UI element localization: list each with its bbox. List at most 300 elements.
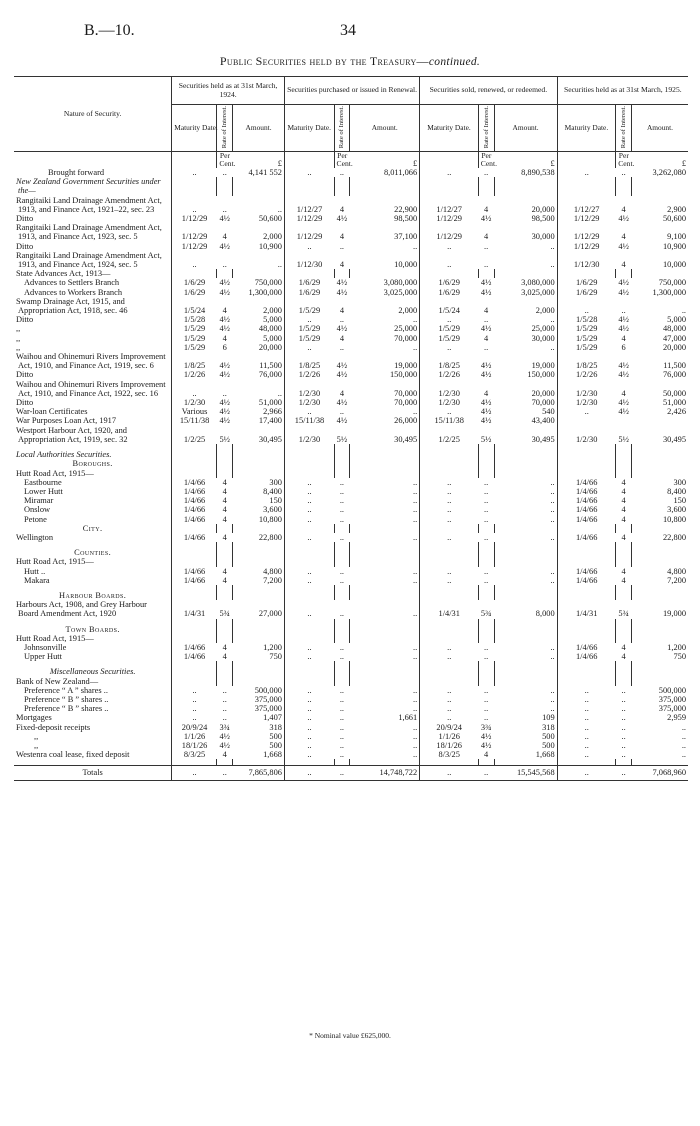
amount-cell: 2,000 — [233, 223, 285, 241]
maturity-date-cell: .. — [307, 486, 312, 496]
group-header-purchased: Securities purchased or issued in Renewal. — [284, 77, 419, 105]
maturity-date-cell: 1/4/66 — [575, 477, 598, 487]
section-row — [14, 548, 688, 557]
rate-cell: 4 — [621, 260, 626, 270]
empty-cell — [350, 677, 420, 686]
empty-cell — [284, 524, 334, 533]
per-cent-unit: Per Cent. — [334, 152, 350, 169]
empty-cell — [233, 524, 285, 533]
maturity-date-cell: .. — [447, 486, 452, 496]
table-row — [14, 478, 688, 487]
empty-cell — [233, 469, 285, 478]
table-caption — [0, 54, 700, 69]
maturity-date-cell: 1/1/26 — [183, 731, 206, 741]
table-row — [14, 278, 688, 287]
section-heading: Town Boards. — [14, 625, 172, 634]
maturity-date-cell: 1/4/66 — [183, 575, 206, 585]
rate-cell: 4½ — [618, 241, 629, 251]
amount-cell: .. — [350, 695, 420, 704]
amount-cell: 30,495 — [233, 426, 285, 444]
empty-cell — [420, 625, 479, 634]
amount-cell: 27,000 — [233, 600, 285, 618]
rate-cell — [616, 416, 632, 425]
rate-cell: .. — [339, 496, 344, 506]
empty-cell — [478, 177, 494, 195]
pound-unit: £ — [350, 152, 420, 169]
maturity-date-cell: 1/2/25 — [183, 434, 206, 444]
empty-cell — [233, 557, 285, 566]
maturity-date-cell: 1/5/29 — [575, 342, 598, 352]
empty-cell — [284, 634, 334, 643]
maturity-date-cell: 1/4/31 — [183, 609, 206, 619]
amount-cell: 15,545,568 — [494, 766, 557, 780]
maturity-date-cell: 1/6/29 — [575, 278, 598, 288]
maturity-date-cell: 1/12/30 — [296, 260, 323, 270]
amount-cell: .. — [350, 242, 420, 251]
table-row — [14, 334, 688, 343]
amount-cell: 500,000 — [233, 686, 285, 695]
rate-cell: 4½ — [480, 324, 492, 334]
maturity-date-cell: .. — [192, 685, 197, 695]
empty-cell — [478, 548, 494, 557]
maturity-date-cell: .. — [447, 241, 452, 251]
table-row — [14, 652, 688, 661]
caption-main: Public Securities held by the Treasury— — [219, 54, 429, 68]
amount-cell: 51,000 — [233, 398, 285, 407]
empty-cell — [284, 459, 334, 468]
security-name: Waihou and Ohinemuri Rivers Improvement Act, 1910, and Finance Act, 1919, sec. 6 — [14, 352, 172, 370]
maturity-date-cell: 1/2/30 — [575, 398, 598, 408]
empty-cell — [334, 548, 350, 557]
amount-cell: 5,000 — [667, 315, 686, 325]
empty-cell — [233, 177, 285, 195]
rate-cell: .. — [339, 505, 344, 515]
empty-cell — [557, 557, 616, 566]
rate-cell: .. — [339, 241, 344, 251]
maturity-date-cell: 1/4/66 — [183, 642, 206, 652]
rate-cell: 4½ — [480, 287, 492, 297]
rate-cell: .. — [222, 388, 227, 398]
empty-cell — [334, 557, 350, 566]
amount-cell: .. — [681, 731, 686, 741]
maturity-date-cell: .. — [307, 241, 312, 251]
rate-cell: 4½ — [219, 407, 230, 417]
maturity-date-cell: .. — [447, 496, 452, 506]
amount-cell: 30,495 — [350, 426, 420, 444]
rate-cell: .. — [339, 652, 344, 662]
empty-cell — [420, 152, 479, 169]
maturity-date-cell: 1/5/29 — [575, 324, 598, 334]
section-row — [14, 469, 688, 478]
table-row — [14, 416, 688, 425]
maturity-date-cell: .. — [307, 168, 312, 177]
amount-cell: 48,000 — [662, 324, 686, 334]
section-heading: Local Authorities Securities. — [14, 450, 172, 459]
section-heading: Hutt Road Act, 1915— — [14, 557, 172, 566]
maturity-date-cell: 1/12/29 — [296, 214, 323, 224]
maturity-date-cell: 1/5/29 — [298, 306, 321, 316]
maturity-date-cell: 1/2/30 — [298, 388, 321, 398]
table-row — [14, 533, 688, 542]
amount-cell: .. — [494, 242, 557, 251]
rate-cell: .. — [621, 731, 626, 741]
rate-of-interest-header — [616, 105, 632, 152]
table-row — [14, 380, 688, 398]
maturity-date-cell: 1/6/29 — [183, 287, 206, 297]
maturity-date-cell: Various — [181, 407, 208, 417]
empty-cell — [284, 625, 334, 634]
amount-cell: 26,000 — [350, 416, 420, 425]
empty-cell — [420, 591, 479, 600]
empty-cell — [478, 634, 494, 643]
rate-cell: 4½ — [480, 407, 492, 417]
amount-cell: .. — [494, 251, 557, 269]
maturity-date-cell: .. — [192, 260, 197, 270]
amount-cell: .. — [350, 343, 420, 352]
maturity-date-cell: 1/12/29 — [573, 241, 600, 251]
rate-cell: 4½ — [618, 278, 629, 288]
amount-header: Amount. — [350, 105, 420, 152]
rate-cell: 4 — [484, 333, 489, 343]
rate-cell: .. — [484, 260, 489, 270]
section-heading: Bank of New Zealand— — [14, 677, 172, 686]
amount-cell: 50,000 — [662, 388, 686, 398]
empty-cell — [557, 459, 616, 468]
security-name: ,, — [14, 732, 172, 741]
table-row — [14, 576, 688, 585]
rate-cell: 4 — [621, 532, 626, 542]
rate-cell: 4 — [222, 532, 227, 542]
maturity-date-cell: .. — [447, 260, 452, 270]
empty-cell — [494, 634, 557, 643]
empty-cell — [616, 677, 632, 686]
table-row — [14, 370, 688, 379]
amount-cell: 750 — [673, 652, 686, 662]
amount-cell: 3,600 — [667, 505, 686, 515]
security-name: Preference “ B ” shares .. — [14, 695, 172, 704]
maturity-date-cell: 1/12/29 — [181, 214, 208, 224]
rate-cell: .. — [484, 514, 489, 524]
section-row — [14, 177, 688, 195]
maturity-date-cell: 15/11/38 — [434, 416, 464, 426]
empty-cell — [420, 177, 479, 195]
table-row — [14, 643, 688, 652]
amount-cell: .. — [350, 496, 420, 505]
amount-cell: 1,200 — [233, 643, 285, 652]
empty-cell — [172, 450, 217, 459]
rate-cell: .. — [222, 694, 227, 704]
amount-cell: 70,000 — [350, 334, 420, 343]
maturity-date-cell: .. — [307, 609, 312, 619]
group-header-held-1924: Securities held as at 31st March, 1924. — [172, 77, 285, 105]
empty-cell — [350, 625, 420, 634]
empty-cell — [557, 469, 616, 478]
rate-of-interest-label: Rate of Interest. — [482, 105, 490, 149]
rate-cell: .. — [621, 713, 626, 723]
section-heading: Hutt Road Act, 1915— — [14, 634, 172, 643]
amount-cell: .. — [233, 196, 285, 214]
empty-cell — [494, 548, 557, 557]
maturity-date-cell: 1/5/29 — [438, 324, 460, 334]
empty-cell — [557, 625, 616, 634]
maturity-date-cell: 8/3/25 — [438, 750, 460, 760]
amount-cell: 500 — [494, 732, 557, 741]
table-row — [14, 352, 688, 370]
amount-cell: 318 — [494, 723, 557, 732]
empty-cell — [478, 469, 494, 478]
empty-cell — [494, 459, 557, 468]
rate-cell: .. — [621, 704, 626, 714]
security-name: Advances to Workers Branch — [14, 288, 172, 297]
page-header — [0, 22, 700, 42]
amount-cell: 500,000 — [658, 685, 686, 695]
empty-cell — [217, 677, 233, 686]
amount-cell: .. — [494, 496, 557, 505]
empty-cell — [233, 548, 285, 557]
empty-cell — [217, 667, 233, 676]
empty-cell — [172, 634, 217, 643]
maturity-date-cell: 1/5/29 — [298, 324, 321, 334]
empty-cell — [14, 152, 172, 169]
maturity-date-cell: 1/6/29 — [575, 287, 598, 297]
amount-cell: 2,426 — [667, 407, 686, 417]
maturity-date-cell: 1/4/66 — [575, 514, 598, 524]
maturity-date-cell: 1/2/26 — [183, 370, 206, 380]
maturity-date-cell: 1/5/29 — [575, 333, 598, 343]
amount-cell: .. — [494, 643, 557, 652]
maturity-date-cell: .. — [192, 704, 197, 714]
rate-cell: .. — [339, 722, 344, 732]
amount-cell: .. — [350, 567, 420, 576]
empty-cell — [172, 625, 217, 634]
amount-cell: 8,000 — [494, 600, 557, 618]
amount-cell: 3,080,000 — [350, 278, 420, 287]
empty-cell — [217, 625, 233, 634]
empty-cell — [233, 591, 285, 600]
empty-cell — [350, 548, 420, 557]
rate-cell: 4 — [339, 260, 344, 270]
rate-cell: .. — [222, 704, 227, 714]
rate-cell: 5½ — [219, 434, 230, 444]
empty-cell — [616, 269, 632, 278]
amount-cell: .. — [350, 487, 420, 496]
rate-cell: 4 — [621, 642, 626, 652]
empty-cell — [334, 459, 350, 468]
table-row — [14, 496, 688, 505]
table-row — [14, 242, 688, 251]
amount-cell: 47,000 — [662, 333, 686, 343]
maturity-date-cell: 8/3/25 — [183, 750, 206, 760]
maturity-date-cell: 20/9/24 — [181, 722, 208, 732]
amount-cell: 750,000 — [233, 278, 285, 287]
amount-cell: 19,000 — [662, 609, 686, 619]
footnote: * Nominal value £625,000. — [309, 1031, 391, 1040]
amount-cell: 19,000 — [494, 352, 557, 370]
maturity-date-cell: .. — [307, 731, 312, 741]
rate-cell: .. — [484, 496, 489, 506]
rate-cell: 4½ — [336, 370, 348, 380]
per-cent-unit: Per Cent. — [217, 152, 233, 169]
amount-cell: 150,000 — [350, 370, 420, 379]
rate-cell: 4½ — [336, 214, 348, 224]
empty-cell — [632, 591, 689, 600]
empty-cell — [284, 667, 334, 676]
security-name: Ditto — [14, 315, 172, 324]
amount-cell: .. — [494, 343, 557, 352]
section-heading: City. — [14, 524, 172, 533]
maturity-date-cell: .. — [447, 407, 452, 417]
rate-cell: .. — [339, 750, 344, 760]
empty-cell — [616, 177, 632, 195]
maturity-date-cell: .. — [307, 642, 312, 652]
maturity-date-cell: 1/2/26 — [298, 370, 321, 380]
empty-cell — [632, 469, 689, 478]
empty-cell — [233, 634, 285, 643]
rate-cell: 4½ — [618, 407, 629, 417]
maturity-date-cell: .. — [584, 722, 589, 732]
security-name: Preference “ B ” shares .. — [14, 704, 172, 713]
maturity-date-cell: 1/1/26 — [438, 731, 460, 741]
amount-cell: .. — [350, 600, 420, 618]
amount-cell: 3,080,000 — [494, 278, 557, 287]
maturity-date-cell: .. — [447, 704, 452, 714]
rate-cell: .. — [484, 694, 489, 704]
rate-cell: .. — [222, 685, 227, 695]
rate-cell: 4 — [339, 232, 344, 242]
amount-cell: .. — [494, 505, 557, 514]
maturity-date-cell: .. — [447, 694, 452, 704]
amount-cell: 4,141 552 — [233, 168, 285, 177]
maturity-date-cell: 1/4/66 — [183, 532, 206, 542]
rate-cell: .. — [484, 477, 489, 487]
amount-cell: .. — [681, 722, 686, 732]
maturity-date-cell: .. — [307, 652, 312, 662]
empty-cell — [172, 177, 217, 195]
amount-cell: 1,407 — [233, 713, 285, 722]
amount-cell: 7,865,806 — [233, 766, 285, 780]
empty-cell — [478, 591, 494, 600]
section-row — [14, 269, 688, 278]
amount-cell: 2,966 — [233, 407, 285, 416]
rate-cell: 4½ — [336, 287, 348, 297]
rate-cell: 4½ — [480, 214, 492, 224]
amount-cell: 5,000 — [233, 315, 285, 324]
maturity-date-cell: 1/2/25 — [438, 434, 460, 444]
empty-cell — [478, 557, 494, 566]
rate-cell: 5¾ — [618, 609, 629, 619]
empty-cell — [217, 177, 233, 195]
empty-cell — [557, 667, 616, 676]
security-name: Rangitaiki Land Drainage Amendment Act, 1913, and Finance Act, 1924, sec. 5 — [14, 251, 172, 269]
empty-cell — [233, 677, 285, 686]
amount-cell: 3,025,000 — [350, 288, 420, 297]
maturity-date-cell: 15/11/38 — [294, 416, 325, 426]
rate-cell: 4 — [222, 652, 227, 662]
rate-cell: 4 — [339, 306, 344, 316]
table-row — [14, 686, 688, 695]
maturity-date-cell: 1/6/29 — [183, 278, 206, 288]
section-heading: New Zealand Government Securities under the— — [14, 177, 172, 195]
maturity-date-cell — [557, 416, 616, 425]
amount-cell: .. — [494, 533, 557, 542]
empty-cell — [217, 634, 233, 643]
amount-cell: 7,068,960 — [632, 766, 689, 780]
section-heading: Hutt Road Act, 1915— — [14, 469, 172, 478]
maturity-date-cell: 1/2/26 — [438, 370, 460, 380]
empty-cell — [217, 459, 233, 468]
empty-cell — [350, 459, 420, 468]
amount-cell: 70,000 — [350, 398, 420, 407]
rate-cell: 4½ — [618, 398, 629, 408]
maturity-date-cell: .. — [447, 168, 452, 177]
amount-cell: 4,800 — [667, 566, 686, 576]
rate-cell: 4 — [222, 642, 227, 652]
amount-cell: 375,000 — [658, 694, 686, 704]
maturity-date-cell: 1/2/30 — [438, 388, 460, 398]
amount-cell: 9,100 — [667, 232, 686, 242]
table-row — [14, 487, 688, 496]
maturity-date-cell: .. — [447, 575, 452, 585]
empty-cell — [172, 459, 217, 468]
empty-cell — [284, 177, 334, 195]
amount-cell — [632, 416, 689, 425]
maturity-date-cell: 1/5/29 — [183, 333, 206, 343]
maturity-date-cell: .. — [307, 685, 312, 695]
empty-cell — [494, 269, 557, 278]
security-name: War-loan Certificates — [14, 407, 172, 416]
amount-cell: .. — [350, 576, 420, 585]
rate-cell: 4 — [621, 333, 626, 343]
amount-cell: 1,300,000 — [233, 288, 285, 297]
rate-cell: .. — [621, 168, 626, 177]
empty-cell — [494, 591, 557, 600]
amount-cell: 25,000 — [350, 324, 420, 333]
unit-row — [14, 152, 688, 169]
empty-cell — [616, 548, 632, 557]
table-row — [14, 741, 688, 750]
maturity-date-cell: .. — [307, 315, 312, 325]
empty-cell — [334, 667, 350, 676]
rate-cell: 5½ — [618, 434, 629, 444]
maturity-date-cell: .. — [584, 685, 589, 695]
maturity-date-cell: 1/4/66 — [183, 505, 206, 515]
amount-cell: 5,000 — [233, 334, 285, 343]
empty-cell — [616, 591, 632, 600]
empty-cell — [284, 677, 334, 686]
maturity-date-cell: 1/4/66 — [575, 496, 598, 506]
maturity-date-cell: .. — [447, 652, 452, 662]
rate-cell: 4 — [621, 505, 626, 515]
maturity-date-cell: 18/1/26 — [436, 740, 462, 750]
maturity-date-cell: .. — [307, 713, 312, 723]
empty-cell — [172, 677, 217, 686]
empty-cell — [616, 634, 632, 643]
maturity-date-cell: .. — [447, 685, 452, 695]
rate-cell: .. — [621, 750, 626, 760]
rate-cell: 4½ — [336, 416, 348, 426]
amount-cell: 14,748,722 — [350, 766, 420, 780]
amount-cell: 109 — [494, 713, 557, 722]
amount-cell: 30,495 — [494, 426, 557, 444]
empty-cell — [233, 450, 285, 459]
security-name: Fixed-deposit receipts — [14, 723, 172, 732]
amount-cell: 20,000 — [494, 196, 557, 214]
securities-table — [14, 76, 688, 781]
rate-cell: 4 — [621, 204, 626, 214]
rate-cell: 4 — [621, 575, 626, 585]
empty-cell — [350, 524, 420, 533]
amount-cell: .. — [494, 695, 557, 704]
